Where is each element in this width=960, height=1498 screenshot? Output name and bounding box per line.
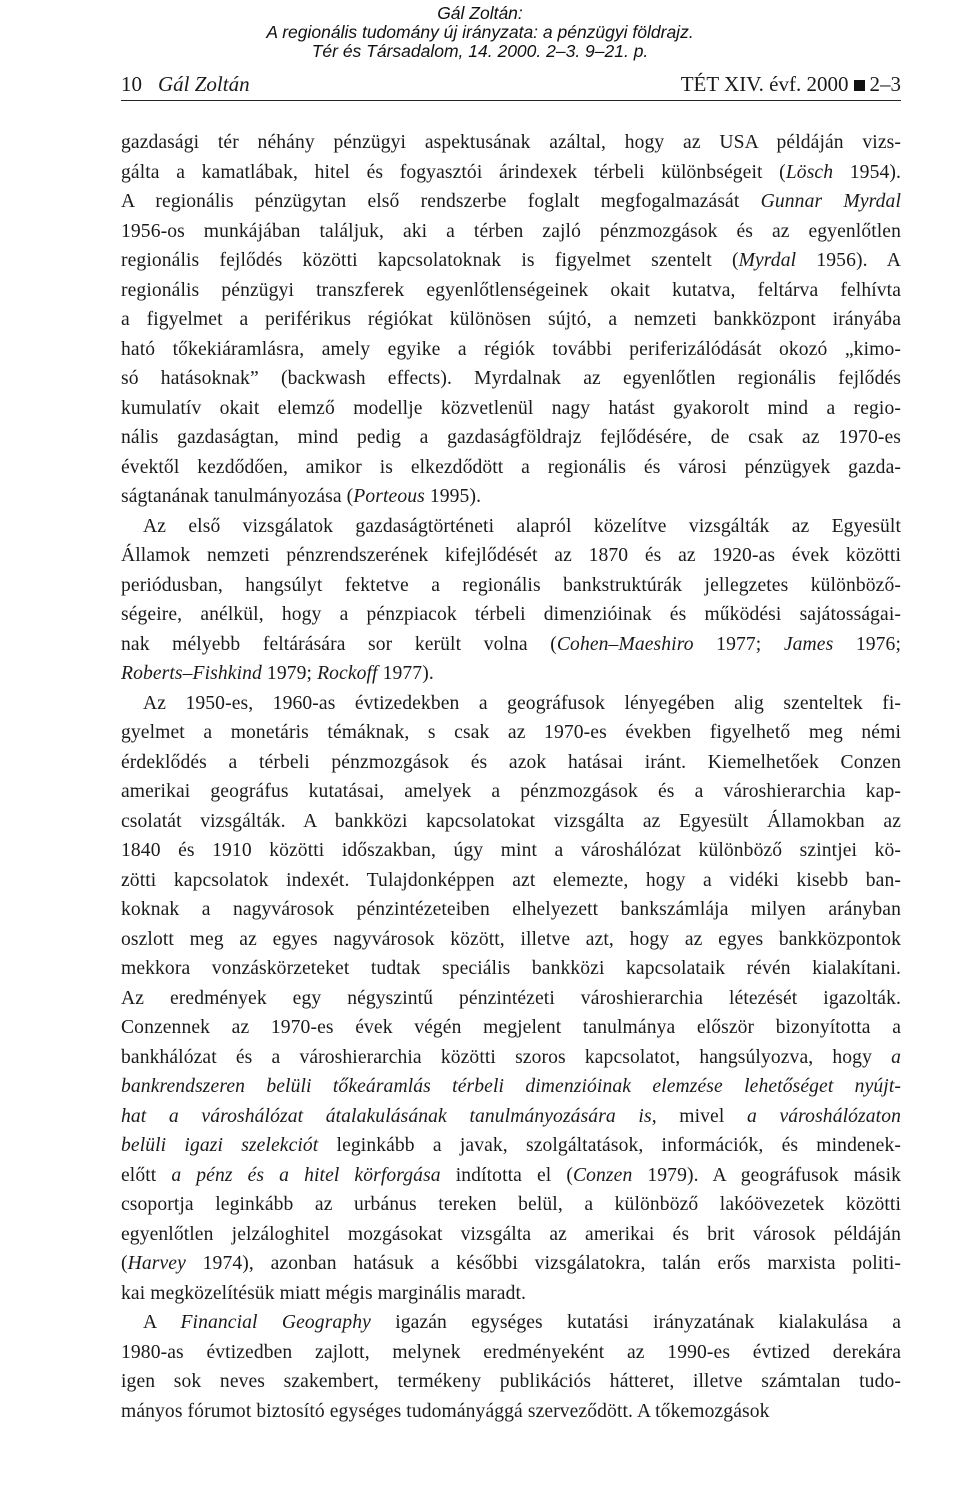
- italic-text: a pénz és a hitel körforgása: [171, 1164, 441, 1186]
- page-number: 10: [121, 72, 142, 96]
- italic-text: James: [783, 633, 834, 655]
- paragraph: [121, 128, 901, 512]
- text-line: bankhálózat és a városhierarchia közötti szoros kapcsolatot, hangsúlyozva, hogy a: [121, 1046, 901, 1068]
- text-line: Az 1950-es, 1960-as évtizedekben a geográfusok lényegében alig szenteltek fi-: [143, 692, 901, 714]
- italic-text: bankrendszeren belüli tőkeáramlás térbeli dimenzióinak elemzése lehetőséget nyújt-: [121, 1076, 901, 1097]
- text-line: koknak a nagyvárosok pénzintézeteiben elhelyezett bankszámlája milyen arányban: [121, 899, 901, 920]
- citation-source: Tér és Társadalom, 14. 2000. 2–3. 9–21. p.: [311, 41, 649, 61]
- text-line: mányos fórumot biztosító egységes tudományággá szerveződött. A tőkemozgások: [121, 1400, 770, 1422]
- text-line: mekkora vonzáskörzeteket tudtak speciális bankközi kapcsolataik révén kialakítani.: [121, 958, 901, 979]
- italic-text: Lösch: [785, 161, 834, 183]
- text-line: csolatát vizsgálták. A bankközi kapcsolatokat vizsgálta az Egyesült Államokban az: [121, 810, 901, 832]
- running-head-author: Gál Zoltán: [158, 72, 250, 96]
- italic-text: Cohen–Maeshiro: [556, 633, 694, 655]
- paragraph: [121, 512, 901, 689]
- text-line: előtt a pénz és a hitel körforgása indította el (Conzen 1979). A geográfusok másik: [121, 1164, 902, 1186]
- text-line: 1956-os munkájában találjuk, aki a térben zajló pénzmozgások és az egyenlőtlen: [121, 220, 901, 242]
- text-line: (Harvey 1974), azonban hatásuk a későbbi vizsgálatokra, talán erős marxista politi-: [121, 1253, 901, 1274]
- text-line: Az eredmények egy négyszintű pénzintézeti városhierarchia létezését igazolták.: [121, 987, 901, 1009]
- text-line: regionális pénzügyi transzferek egyenlőtlenségeinek okait kutatva, feltárva felhívta: [121, 279, 901, 301]
- text-line: nak mélyebb feltárására sor került volna (Cohen–Maeshiro 1977; James 1976;: [121, 633, 901, 655]
- journal-issue: TÉT XIV. évf. 2000: [680, 72, 849, 96]
- text-line: kumulatív okait elemző modellje közvetlenül nagy hatást gyakorolt mind a regio-: [121, 397, 901, 419]
- paragraph: [121, 1308, 901, 1426]
- text-line: ságtanának tanulmányozása (Porteous 1995).: [121, 486, 482, 507]
- text-line: hat a városhálózat átalakulásának tanulmányozására is, mivel a városhálózaton: [121, 1105, 901, 1127]
- text-line: [121, 1072, 901, 1102]
- running-head: [121, 70, 901, 101]
- italic-text: belüli igazi szelekciót: [121, 1135, 319, 1156]
- italic-text: Gunnar Myrdal: [760, 191, 901, 212]
- text-line: egyenlőtlen jelzáloghitel mozgásokat vizsgálta az amerikai és brit városok példáján: [121, 1223, 901, 1245]
- text-line: ható tőkekiáramlásra, amely egyike a régiók további periferizálódását okozó „kimo-: [121, 338, 901, 360]
- issue-number: 2–3: [869, 72, 901, 96]
- italic-text: Roberts–Fishkind: [121, 663, 262, 684]
- running-head-left: [121, 70, 250, 98]
- italic-text: Conzen: [572, 1164, 633, 1186]
- text-line: gazdasági tér néhány pénzügyi aspektusának azáltal, hogy az USA példáján vizs-: [121, 132, 901, 153]
- text-line: só hatásoknak” (backwash effects). Myrdalnak az egyenlőtlen regionális fejlődés: [121, 368, 901, 389]
- text-line: csoportja leginkább az urbánus tereken belül, a különböző lakóövezetek közötti: [121, 1194, 901, 1215]
- text-line: oszlott meg az egyes nagyvárosok között, illetve azt, hogy az egyes bankközpontok: [121, 928, 901, 950]
- text-line: zötti kapcsolatok indexét. Tulajdonképpen azt elemezte, hogy a vidéki kisebb ban-: [121, 869, 901, 891]
- text-line: ségeire, anélkül, hogy a pénzpiacok térbeli dimenzióinak és működési sajátosságai-: [121, 604, 901, 625]
- text-line: amerikai geográfus kutatásai, amelyek a pénzmozgások és a városhierarchia kap-: [121, 781, 901, 802]
- text-line: Az első vizsgálatok gazdaságtörténeti alapról közelítve vizsgálták az Egyesült: [143, 515, 901, 537]
- running-head-right: [681, 70, 901, 98]
- italic-text: Financial Geography: [180, 1312, 371, 1333]
- black-square-icon: [854, 80, 865, 91]
- text-line: 1980-as évtizedben zajlott, melynek eredményeként az 1990-es évtized derekára: [121, 1341, 901, 1363]
- italic-text: a városhálózaton: [747, 1105, 901, 1127]
- text-line: A Financial Geography igazán egységes kutatási irányzatának kialakulása a: [143, 1312, 901, 1333]
- italic-text: Rockoff: [317, 663, 378, 684]
- italic-text: Myrdal: [738, 250, 797, 271]
- text-line: érdeklődés a térbeli pénzmozgások és azok hatásai iránt. Kiemelhetőek Conzen: [121, 751, 901, 773]
- citation-header: [0, 4, 960, 61]
- citation-title: A regionális tudomány új irányzata: a pénzügyi földrajz.: [266, 22, 694, 42]
- citation-author: Gál Zoltán:: [437, 3, 523, 23]
- text-line: gálta a kamatlábak, hitel és fogyasztói árindexek térbeli különbségeit (Lösch 1954).: [121, 161, 901, 183]
- text-line: évektől kezdődően, amikor is elkezdődött a regionális és városi pénzügyek gazda-: [121, 456, 901, 478]
- text-line: Conzennek az 1970-es évek végén megjelent tanulmánya először bizonyította a: [121, 1017, 901, 1038]
- text-line: gyelmet a monetáris témáknak, s csak az 1970-es években figyelhető meg némi: [121, 722, 901, 743]
- text-line: a figyelmet a periférikus régiókat különösen sújtó, a nemzeti bankközpont irányába: [121, 309, 901, 330]
- italic-text: hat a városhálózat átalakulásának tanulmányozására is: [121, 1105, 652, 1127]
- text-line: A regionális pénzügytan első rendszerbe foglalt megfogalmazását Gunnar Myrdal: [121, 191, 901, 212]
- text-line: periódusban, hangsúlyt fektetve a regionális bankstruktúrák jellegzetes különböző-: [121, 574, 901, 596]
- italic-text: Harvey: [127, 1253, 186, 1274]
- italic-text: a: [891, 1046, 901, 1068]
- text-line: regionális fejlődés közötti kapcsolatoknak is figyelmet szentelt (Myrdal 1956). A: [121, 250, 901, 271]
- text-line: belüli igazi szelekciót leginkább a javak, szolgáltatások, információk, és mindenek-: [121, 1135, 901, 1156]
- text-line: nális gazdaságtan, mind pedig a gazdaságföldrajz fejlődésére, de csak az 1970-es: [121, 427, 901, 448]
- text-line: kai megközelítésük miatt mégis marginális maradt.: [121, 1282, 527, 1304]
- body-text: [121, 128, 901, 1426]
- text-line: Államok nemzeti pénzrendszerének kifejlődését az 1870 és az 1920-as évek közötti: [121, 545, 901, 566]
- text-line: igen sok neves szakembert, termékeny publikációs hátteret, illetve számtalan tudo-: [121, 1371, 901, 1392]
- paragraph: [121, 689, 901, 1309]
- italic-text: Porteous: [353, 486, 425, 507]
- text-line: 1840 és 1910 közötti időszakban, úgy mint a városhálózat különböző szintjei kö-: [121, 840, 901, 861]
- text-line: Roberts–Fishkind 1979; Rockoff 1977).: [121, 663, 434, 684]
